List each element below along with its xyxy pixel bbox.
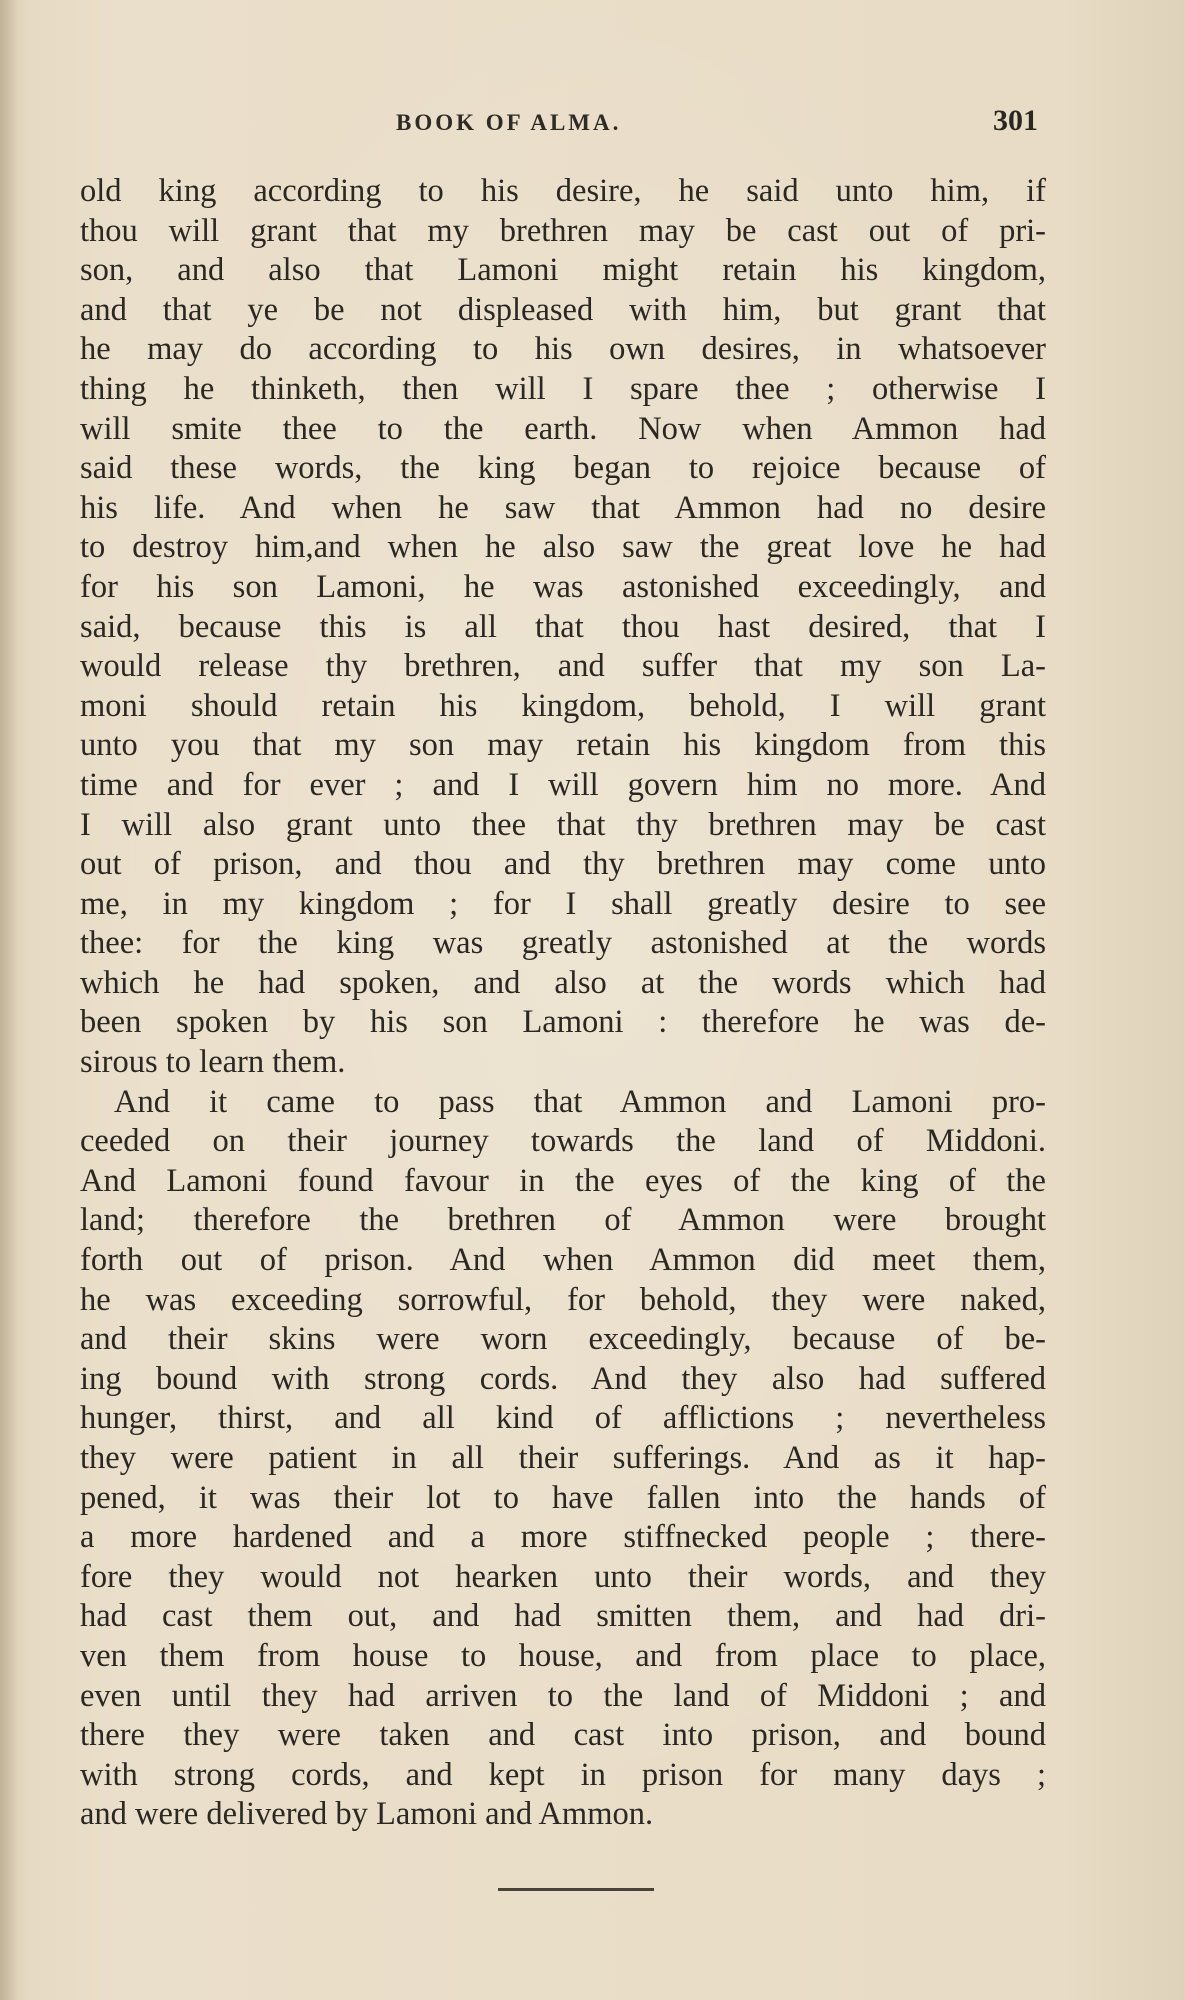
text-line: time and for ever ; and I will govern him no more. And: [80, 766, 1046, 803]
text-line: I will also grant unto thee that thy brethren may be cast: [80, 806, 1046, 843]
text-line: and that ye be not displeased with him, but grant that: [80, 291, 1046, 328]
text-line: sirous to learn them.: [80, 1044, 346, 1081]
text-line: for his son Lamoni, he was astonished exceedingly, and: [80, 568, 1046, 605]
text-line: even until they had arriven to the land of Middoni ; and: [80, 1677, 1046, 1714]
text-line: son, and also that Lamoni might retain his kingdom,: [80, 252, 1046, 289]
text-line: he was exceeding sorrowful, for behold, they were naked,: [80, 1281, 1046, 1318]
text-line: would release thy brethren, and suffer that my son La-: [80, 648, 1046, 685]
text-line: had cast them out, and had smitten them, and had dri-: [80, 1598, 1046, 1635]
text-line: moni should retain his kingdom, behold, I will grant: [80, 687, 1046, 724]
text-line: which he had spoken, and also at the words which had: [80, 964, 1046, 1001]
text-line: thee: for the king was greatly astonished at the words: [80, 925, 1046, 962]
text-line: will smite thee to the earth. Now when Ammon had: [80, 410, 1046, 447]
text-line: his life. And when he saw that Ammon had no desire: [80, 489, 1046, 526]
section-end-rule: [498, 1888, 654, 1891]
text-line: fore they would not hearken unto their words, and they: [80, 1558, 1046, 1595]
text-line: And it came to pass that Ammon and Lamoni pro-: [114, 1083, 1046, 1120]
text-line: said, because this is all that thou hast desired, that I: [80, 608, 1046, 645]
text-line: been spoken by his son Lamoni : therefore he was de-: [80, 1004, 1046, 1041]
text-line: with strong cords, and kept in prison for many days ;: [80, 1756, 1046, 1793]
text-line: out of prison, and thou and thy brethren may come unto: [80, 846, 1046, 883]
running-head-title: BOOK OF ALMA.: [396, 110, 622, 135]
text-line: to destroy him,and when he also saw the great love he had: [80, 529, 1046, 566]
text-line: ven them from house to house, and from place to place,: [80, 1637, 1046, 1674]
text-line: he may do according to his own desires, in whatsoever: [80, 331, 1046, 368]
text-line: land; therefore the brethren of Ammon were brought: [80, 1202, 1046, 1239]
body-text: [80, 172, 1046, 1835]
text-line: old king according to his desire, he said unto him, if: [80, 173, 1046, 209]
text-line: ceeded on their journey towards the land of Middoni.: [80, 1123, 1046, 1160]
text-line: forth out of prison. And when Ammon did meet them,: [80, 1242, 1046, 1279]
text-line: thou will grant that my brethren may be cast out of pri-: [80, 212, 1046, 249]
paragraph: [80, 1083, 1046, 1835]
text-line: pened, it was their lot to have fallen into the hands of: [80, 1479, 1046, 1516]
text-line: ing bound with strong cords. And they also had suffered: [80, 1360, 1046, 1397]
text-line: thing he thinketh, then will I spare thee ; otherwise I: [80, 370, 1046, 407]
text-line: and their skins were worn exceedingly, because of be-: [80, 1321, 1046, 1358]
running-head: [96, 104, 1046, 144]
text-line: a more hardened and a more stiffnecked people ; there-: [80, 1519, 1046, 1556]
text-line: And Lamoni found favour in the eyes of the king of the: [80, 1162, 1046, 1199]
gutter-shadow: [0, 0, 18, 2000]
text-line: said these words, the king began to rejoice because of: [80, 450, 1046, 487]
text-line: there they were taken and cast into prison, and bound: [80, 1717, 1046, 1754]
text-line: me, in my kingdom ; for I shall greatly desire to see: [80, 885, 1046, 922]
text-line: they were patient in all their sufferings. And as it hap-: [80, 1440, 1046, 1476]
paragraph: [80, 172, 1046, 1083]
page-number: 301: [993, 104, 1038, 137]
text-line: and were delivered by Lamoni and Ammon.: [80, 1796, 654, 1833]
text-line: unto you that my son may retain his kingdom from this: [80, 727, 1046, 764]
text-line: hunger, thirst, and all kind of afflictions ; nevertheless: [80, 1400, 1046, 1437]
